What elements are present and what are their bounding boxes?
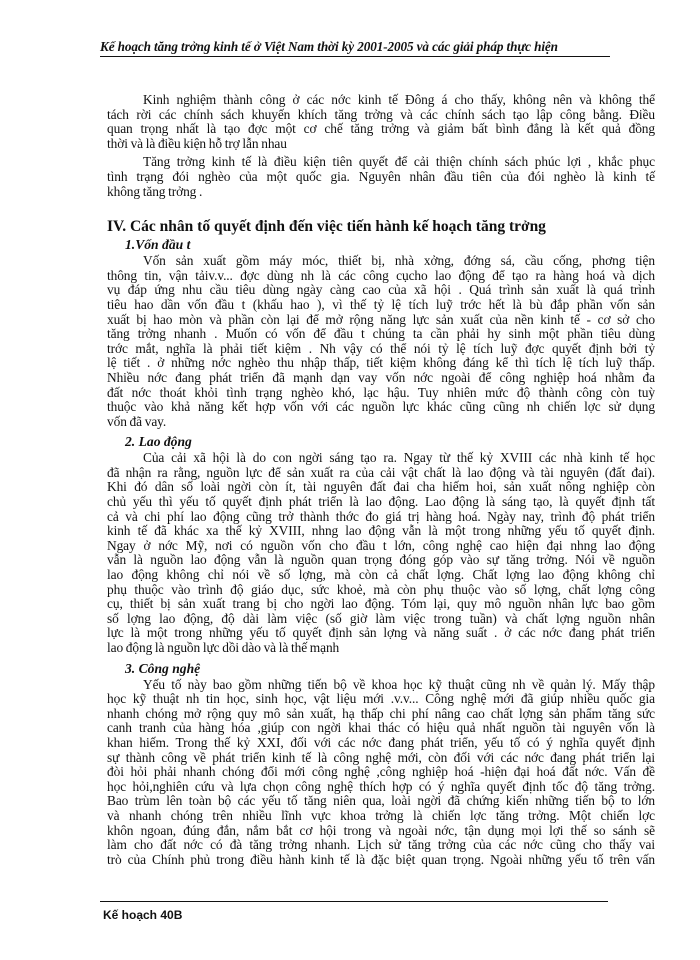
text-line: Khi đó dân số loài ngời còn ít, tài nguyên đất đai cha hiếm hoi, sản xuất nông nghiệp còn: [107, 479, 655, 495]
text-line: và nhanh chóng trên nhiều lĩnh vực khoa trởng là chiến lợc tăng trởng. Một chiến lợc: [107, 807, 655, 823]
section-heading: IV. Các nhân tố quyết định đến việc tiến hành kế hoạch tăng trởng: [107, 218, 546, 236]
text-line: canh tranh của hàng hóa ,giúp con ngời khai thác có hiệu quả nhất nguồn tài nguyên vốn là: [107, 720, 655, 736]
paragraph: [107, 451, 655, 655]
footer-divider: [100, 901, 608, 902]
subsection-heading: 1.Vốn đầu t: [125, 237, 191, 253]
text-line: Ngay ở nớc Mỹ, nơi có nguồn vốn cho đầu t lớn, công nghệ cao hiện đại nhng lao động: [107, 537, 655, 553]
paragraph: [107, 155, 655, 199]
text-line: lực là một trong những yếu tố quyết định sản lợng và năng suất . ở các nớc đang phát triển: [107, 625, 655, 641]
text-line: trớc mắt, nghĩa là phải tiết kiệm . Nh vậy có thể nói tỷ lệ tích luỹ đợc quyết định bởi tỷ: [107, 340, 655, 356]
text-line: chủ yếu thì yếu tố quyết định phát triển là lao động. Lao động là sáng tạo, là quyết định tất: [107, 494, 655, 510]
text-line: học kỹ thuật nh tin học, sinh học, vật liệu mới .v.v... Công nghệ mới đã giúp nhiều quốc gia: [107, 691, 655, 707]
text-line: lệ tiết . ở những nớc nghèo thu nhập thấp, tiết kiệm không đáng kể thì tích lệ tích luỹ thấp.: [107, 355, 655, 371]
text-line: học hỏi,nghiên cứu và lựa chọn công nghệ thích hợp có ý nghĩa quyết định tốc độ tăng trởng.: [107, 778, 655, 794]
text-line: tách rời các chính sách khuyến khích tăng trởng và các chính sách tạo lập công bằng. Điều: [107, 106, 655, 122]
text-line: lao động không chỉ nói về số lợng, mà còn cả chất lợng. Chất lợng lao động không chỉ: [107, 567, 655, 583]
text-line: cụ, thiết bị sản xuất trang bị cho ngời lao động. Tóm lại, quy mô nguồn nhân lực bao gồm: [107, 596, 655, 612]
text-line: tiêu hao dần vốn đầu t (khấu hao ), vì thế tỷ lệ tích luỹ trớc hết là bù đắp phần vốn sản: [107, 296, 655, 312]
text-line: trò của Chính phủ trong điều hành kinh tế là đặc biệt quan trọng. Ngoài những yếu tố trên vấn: [107, 851, 655, 867]
text-line: xuất bị hao mòn và phần còn lại để mở rộng năng lực sản xuất của nền kinh tế - cơ sở cho: [107, 311, 655, 327]
text-line: không tăng trởng .: [107, 183, 203, 199]
document-body: [107, 93, 655, 871]
text-line: quan trọng nhất là tạo đợc một cơ chế tăng trởng và giảm bất bình đẳng là kết quả đồng: [107, 121, 655, 137]
text-line: tăng trởng nhanh . Muốn có vốn để đầu t chúng ta cần phải hy sinh một phần tiêu dùng: [107, 326, 655, 342]
text-line: thuộc vào khả năng kết hợp vốn với các nguồn lực khác cũng cũng nh chiến lợc sử dụng: [107, 399, 655, 415]
paragraph: [107, 678, 655, 868]
paragraph: [107, 93, 655, 151]
text-line: vẫn là nguồn lao động vẫn là nguồn quan trọng đóng góp vào sự tăng trởng. Nói về nguồn: [107, 552, 655, 568]
text-line: đã nhận ra rằng, nguồn lực để sản xuất ra của cải vật chất là lao động và tài nguyên (đất đai).: [107, 464, 655, 480]
text-line: sự thành công về phát triển kinh tế là công nghệ mới, còn đối với các nớc đang phát triển lại: [107, 749, 655, 765]
text-line: phụ thuộc vào trình độ giáo dục, sức khoẻ, mà còn phụ thuộc vào số lợng, chất lợng công: [107, 581, 655, 597]
text-line: khan hiếm. Trong thế kỷ XXI, đối với các nớc đang phát triển, yếu tố có ý nghĩa quyết định: [107, 734, 655, 750]
text-line: Vốn sản xuất gồm máy móc, thiết bị, nhà xởng, đớng sá, cầu cống, phơng tiện: [143, 253, 655, 269]
text-line: Tăng trởng kinh tế là điều kiện tiên quyết để cải thiện chính sách phúc lợi , khắc phục: [143, 154, 655, 170]
paragraph: [107, 254, 655, 429]
text-line: Bao trùm lên toàn bộ các yếu tố tăng niên qua, loài ngời đã chứng kiến những tiến bộ to lớn: [107, 793, 655, 809]
text-line: cả và chi phí lao động cũng trở thành thớc đo giá trị hàng hoá. Ngày nay, trình độ phát triển: [107, 508, 655, 524]
text-line: Yếu tố này bao gồm những tiến bộ về khoa học kỹ thuật cũng nh về quản lý. Mấy thập: [143, 676, 655, 692]
text-line: lao động là nguồn lực dồi dào và là thế mạnh: [107, 640, 340, 655]
text-line: thông tin, vận tảiv.v... đợc dùng nh là các công cụcho lao động để tạo ra hàng hoá và dịch: [107, 267, 655, 283]
text-line: đòi hỏi phải nhanh chóng đổi mới công nghệ ,công nghiệp hoá -hiện đại hoá đất nớc. Vấn đề: [107, 764, 655, 780]
running-footer: Kế hoạch 40B: [103, 908, 183, 922]
text-line: kinh tế đã khác xa thế kỷ XVIII, nhng lao động vẫn là một trong những yếu tố quyết định.: [107, 523, 655, 539]
text-line: Của cải xã hội là do con ngời sáng tạo ra. Ngay từ thế kỷ XVIII các nhà kinh tế học: [143, 450, 655, 466]
subsection-heading: 3. Công nghệ: [125, 660, 201, 676]
text-line: khôn ngoan, đúng đắn, nắm bắt cơ hội trong và ngoài nớc, tận dụng mọi lợi thế so sánh sẽ: [107, 822, 655, 838]
subsection-heading: 2. Lao động: [125, 434, 192, 450]
text-line: vốn đã vay.: [107, 413, 167, 429]
text-line: Nhiều nớc đang phát triển đã mạnh dạn vay vốn nớc ngoài để công nghiệp hoá nhằm đa: [107, 369, 655, 385]
text-line: Kinh nghiệm thành công ở các nớc kinh tế Đông á cho thấy, không nên và không thể: [143, 92, 655, 107]
running-header: Kế hoạch tăng trởng kinh tế ở Việt Nam thời kỳ 2001-2005 và các giải pháp thực hiện: [100, 38, 610, 57]
text-line: tình trạng đói nghèo của một quốc gia. Nguyên nhân đầu tiên của đói nghèo là kinh tế: [107, 168, 655, 184]
text-line: làm cho đất nớc có đà tăng trởng nhanh. Lịch sử tăng trởng của các nớc cũng cho thấy vai: [107, 837, 655, 853]
text-line: số lợng lao động, độ dài làm việc (số giờ làm việc trong tuần) và chất lợng nguồn nhân: [107, 610, 655, 626]
text-line: vụ đáp ứng nhu cầu tiêu dùng ngày càng cao của xã hội . Quá trình sản xuất là quá trình: [107, 282, 655, 298]
text-line: nhanh chóng mở rộng quy mô sản xuất, hạ thấp chi phí nâng cao chất lợng sản phẩm tăng sức: [107, 705, 655, 721]
text-line: đất nớc thoát khỏi tình trạng nghèo khó, lạc hậu. Tuy nhiên mức độ thành công còn tuỳ: [107, 384, 655, 400]
text-line: thời và là điều kiện hỗ trợ lẫn nhau: [107, 135, 287, 151]
